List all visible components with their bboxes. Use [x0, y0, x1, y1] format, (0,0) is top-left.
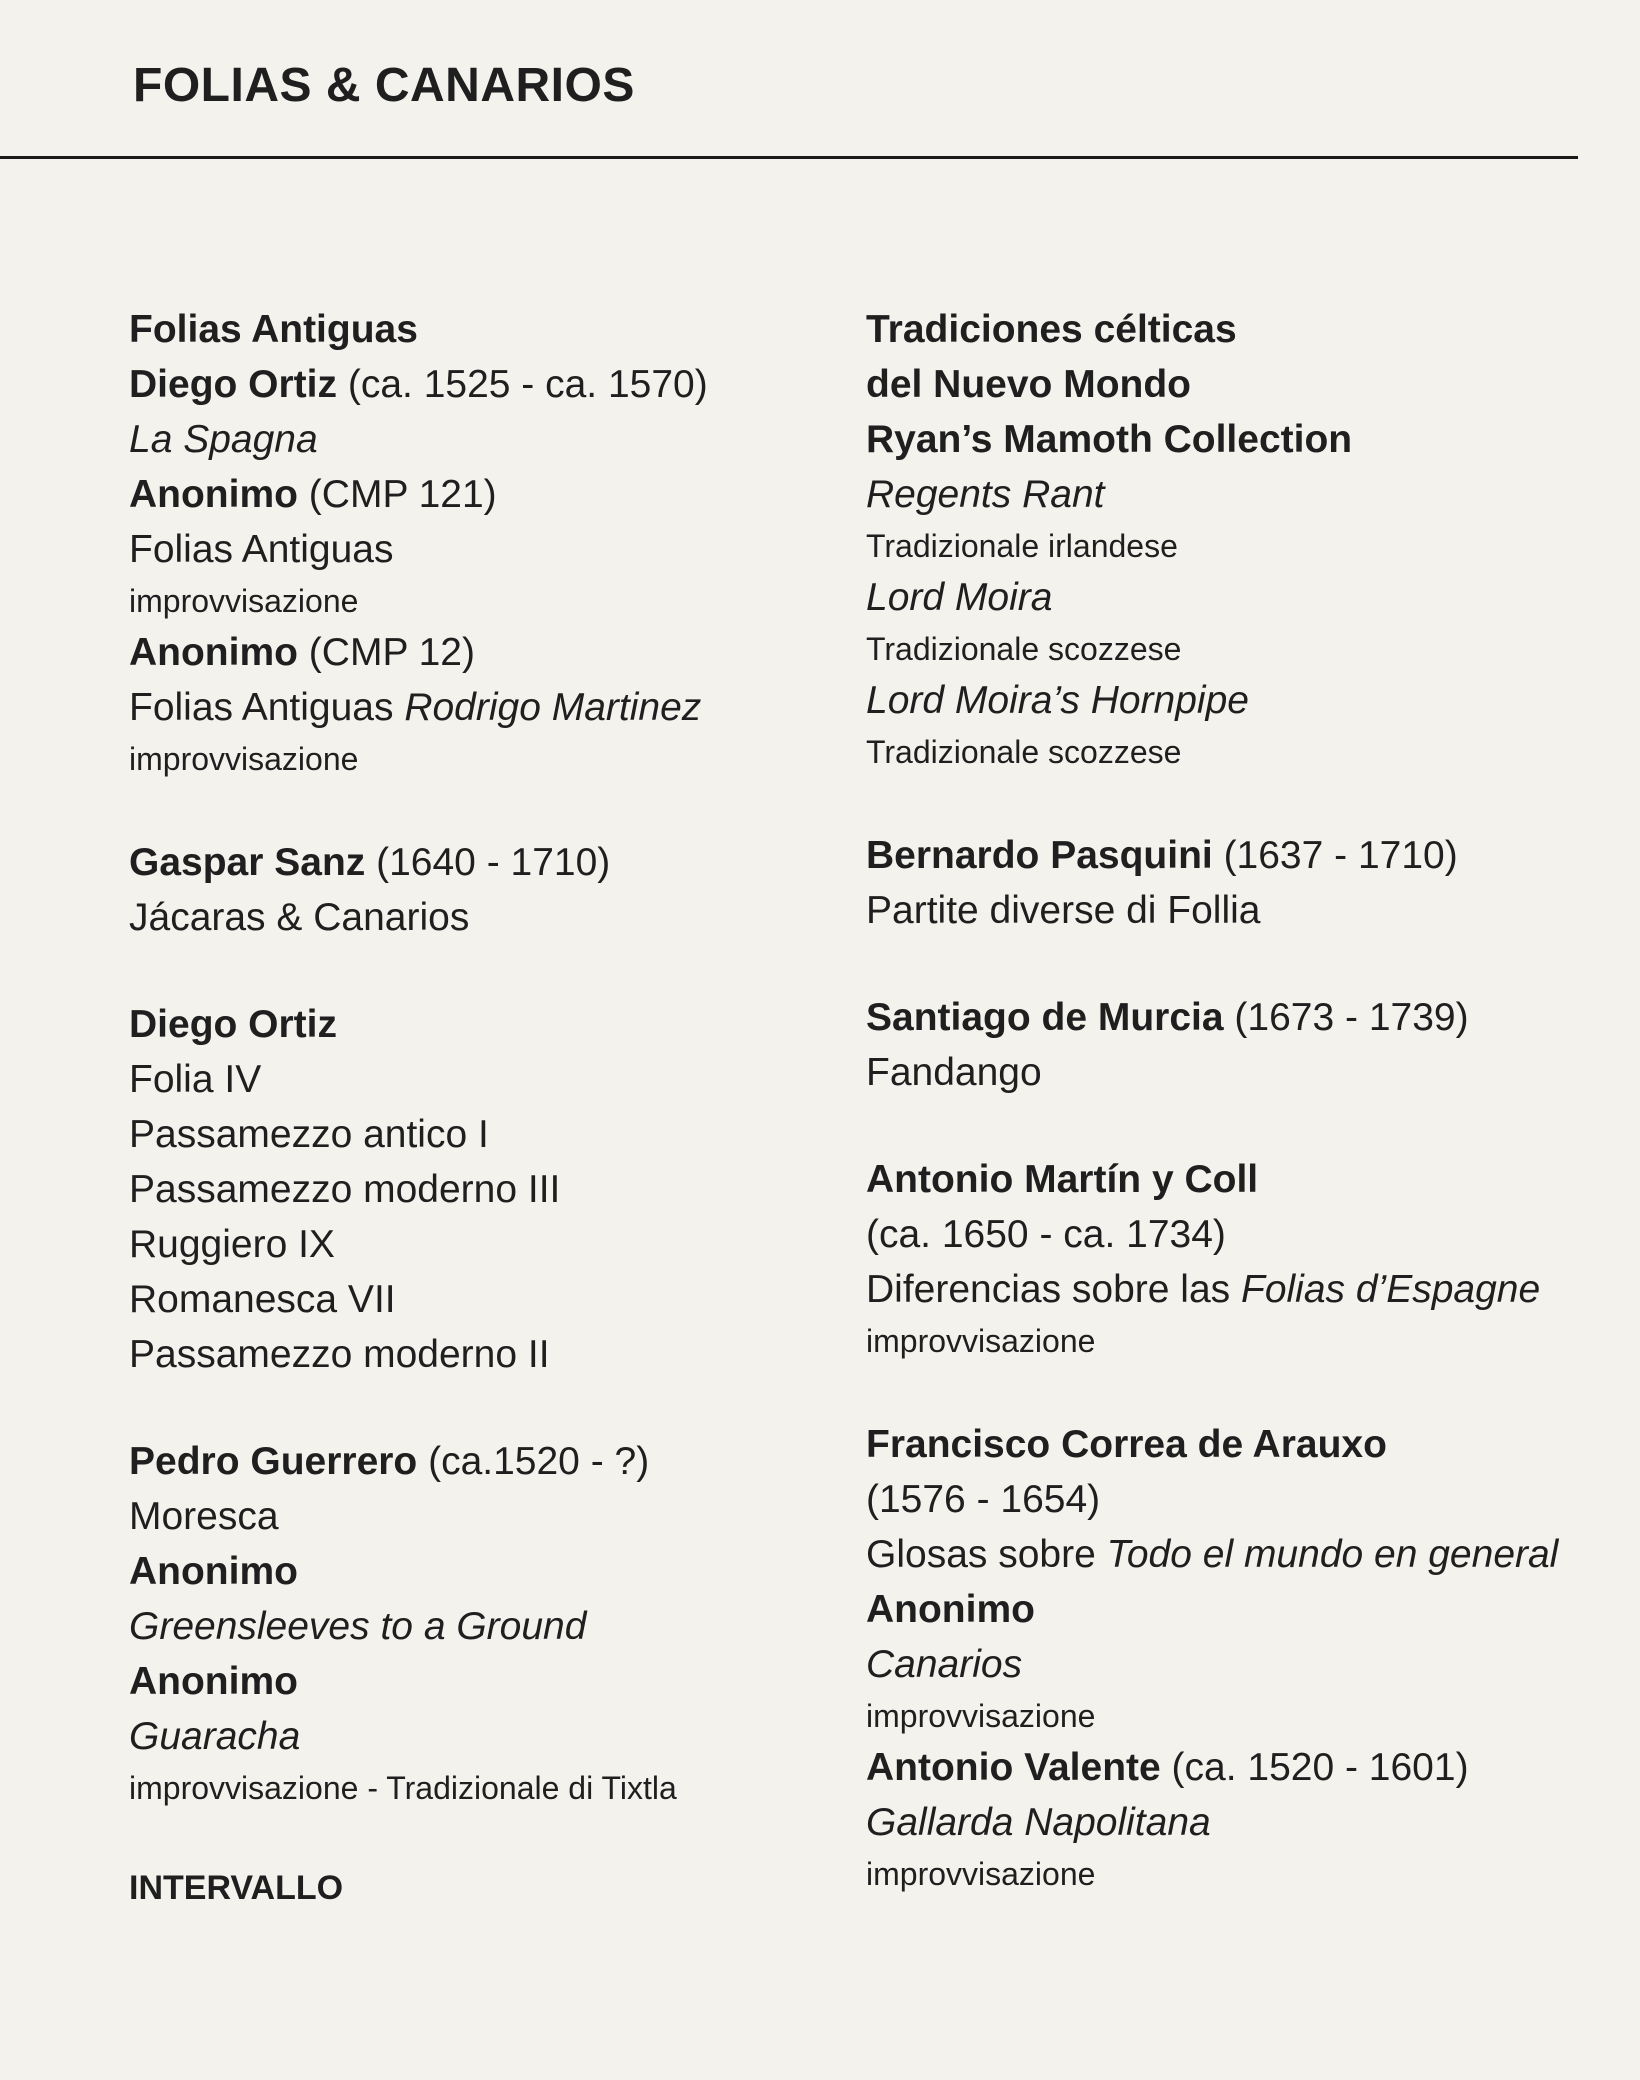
program-line	[129, 1327, 829, 1382]
program-line	[866, 1152, 1586, 1207]
line-text: (1637 - 1710)	[1212, 834, 1458, 877]
line-text: (1576 - 1654)	[866, 1478, 1101, 1521]
composer-name: Bernardo Pasquini	[866, 834, 1213, 877]
line-text: (ca. 1650 - ca. 1734)	[866, 1213, 1226, 1256]
composer-name: Diego Ortiz	[129, 363, 338, 406]
program-note	[129, 735, 829, 783]
line-text: Moresca	[129, 1495, 279, 1538]
line-text: Folias Antiguas	[129, 686, 405, 729]
program-line	[866, 828, 1586, 883]
composer-name: Anonimo	[129, 1660, 298, 1703]
program-line	[866, 673, 1586, 728]
composer-name: Francisco Correa de Arauxo	[866, 1423, 1387, 1466]
work-title: Folias d’Espagne	[1241, 1268, 1541, 1311]
work-title: Todo el mundo en general	[1106, 1533, 1559, 1576]
line-text: Passamezzo moderno III	[129, 1168, 561, 1211]
program-line	[866, 1527, 1586, 1582]
program-line	[866, 570, 1586, 625]
composer-name: Gaspar Sanz	[129, 841, 366, 884]
work-title: Regents Rant	[866, 473, 1105, 516]
section-spacer	[129, 945, 829, 997]
composer-name: Diego Ortiz	[129, 1003, 338, 1046]
line-text: Tradizionale irlandese	[866, 528, 1178, 564]
section-spacer	[866, 938, 1586, 990]
program-line	[129, 1052, 829, 1107]
program-line	[866, 883, 1586, 938]
composer-name: Anonimo	[129, 631, 298, 674]
program-note	[866, 522, 1586, 570]
line-text: (ca. 1520 - 1601)	[1160, 1746, 1469, 1789]
program-line	[129, 1489, 829, 1544]
composer-name: del Nuevo Mondo	[866, 363, 1191, 406]
line-text: Fandango	[866, 1051, 1042, 1094]
program-line	[866, 1637, 1586, 1692]
section-spacer	[129, 1382, 829, 1434]
line-text: Ruggiero IX	[129, 1223, 335, 1266]
program-line	[129, 835, 829, 890]
composer-name: INTERVALLO	[129, 1869, 344, 1907]
line-text: Jácaras & Canarios	[129, 896, 470, 939]
section-spacer	[866, 776, 1586, 828]
program-line	[866, 1795, 1586, 1850]
work-title: Greensleeves to a Ground	[129, 1605, 587, 1648]
program-line	[129, 1599, 829, 1654]
program-line	[129, 680, 829, 735]
program-line	[129, 1434, 829, 1489]
work-title: Rodrigo Martinez	[404, 686, 702, 729]
program-line	[129, 625, 829, 680]
program-line	[129, 1544, 829, 1599]
work-title: La Spagna	[129, 418, 318, 461]
program-line	[866, 1582, 1586, 1637]
program-line	[129, 1709, 829, 1764]
page-title: FOLIAS & CANARIOS	[133, 59, 635, 112]
program-left-column	[129, 302, 829, 1912]
section-spacer	[866, 1100, 1586, 1152]
line-text: Tradizionale scozzese	[866, 631, 1182, 667]
program-line	[129, 1864, 829, 1912]
line-text: improvvisazione	[866, 1698, 1096, 1734]
section-spacer	[129, 783, 829, 835]
program-line	[129, 890, 829, 945]
program-line	[129, 1654, 829, 1709]
work-title: Lord Moira’s Hornpipe	[866, 679, 1249, 722]
program-line	[866, 357, 1586, 412]
title-divider	[0, 156, 1578, 159]
program-line	[866, 1045, 1586, 1100]
program-line	[866, 1472, 1586, 1527]
program-line	[866, 1417, 1586, 1472]
section-spacer	[129, 1812, 829, 1864]
program-line	[866, 412, 1586, 467]
line-text: Romanesca VII	[129, 1278, 396, 1321]
composer-name: Ryan’s Mamoth Collection	[866, 418, 1353, 461]
program-line	[866, 1262, 1586, 1317]
section-spacer	[866, 1365, 1586, 1417]
composer-name: Anonimo	[129, 1550, 298, 1593]
program-line	[129, 997, 829, 1052]
work-title: Canarios	[866, 1643, 1023, 1686]
composer-name: Santiago de Murcia	[866, 996, 1224, 1039]
composer-name: Pedro Guerrero	[129, 1440, 418, 1483]
program-line	[129, 302, 829, 357]
program-line	[129, 467, 829, 522]
line-text: (CMP 12)	[297, 631, 475, 674]
line-text: improvvisazione	[129, 741, 359, 777]
line-text: Passamezzo antico I	[129, 1113, 489, 1156]
line-text: improvvisazione - Tradizionale di Tixtla	[129, 1770, 677, 1806]
line-text: (ca. 1525 - ca. 1570)	[337, 363, 708, 406]
line-text: improvvisazione	[129, 583, 359, 619]
program-line	[866, 1740, 1586, 1795]
program-line	[866, 990, 1586, 1045]
program-note	[866, 625, 1586, 673]
program-note	[129, 1764, 829, 1812]
program-note	[866, 1692, 1586, 1740]
program-line	[129, 357, 829, 412]
line-text: (1673 - 1739)	[1223, 996, 1469, 1039]
program-line	[129, 412, 829, 467]
program-line	[866, 1207, 1586, 1262]
line-text: Partite diverse di Follia	[866, 889, 1261, 932]
composer-name: Folias Antiguas	[129, 308, 418, 351]
composer-name: Anonimo	[866, 1588, 1035, 1631]
program-right-column	[866, 302, 1586, 1898]
line-text: improvvisazione	[866, 1856, 1096, 1892]
program-line	[129, 1217, 829, 1272]
line-text: Passamezzo moderno II	[129, 1333, 550, 1376]
line-text: Tradizionale scozzese	[866, 734, 1182, 770]
line-text: (CMP 121)	[297, 473, 497, 516]
line-text: Glosas sobre	[866, 1533, 1107, 1576]
line-text: (1640 - 1710)	[365, 841, 611, 884]
program-line	[129, 1107, 829, 1162]
line-text: Folias Antiguas	[129, 528, 394, 571]
program-line	[129, 522, 829, 577]
program-note	[129, 577, 829, 625]
line-text: Diferencias sobre las	[866, 1268, 1241, 1311]
composer-name: Antonio Valente	[866, 1746, 1161, 1789]
program-line	[866, 467, 1586, 522]
line-text: improvvisazione	[866, 1323, 1096, 1359]
composer-name: Antonio Martín y Coll	[866, 1158, 1259, 1201]
program-note	[866, 1850, 1586, 1898]
program-line	[866, 302, 1586, 357]
work-title: Guaracha	[129, 1715, 301, 1758]
work-title: Gallarda Napolitana	[866, 1801, 1211, 1844]
program-line	[129, 1272, 829, 1327]
composer-name: Anonimo	[129, 473, 298, 516]
program-note	[866, 1317, 1586, 1365]
line-text: (ca.1520 - ?)	[417, 1440, 650, 1483]
work-title: Lord Moira	[866, 576, 1053, 619]
line-text: Folia IV	[129, 1058, 262, 1101]
program-line	[129, 1162, 829, 1217]
composer-name: Tradiciones célticas	[866, 308, 1237, 351]
program-note	[866, 728, 1586, 776]
